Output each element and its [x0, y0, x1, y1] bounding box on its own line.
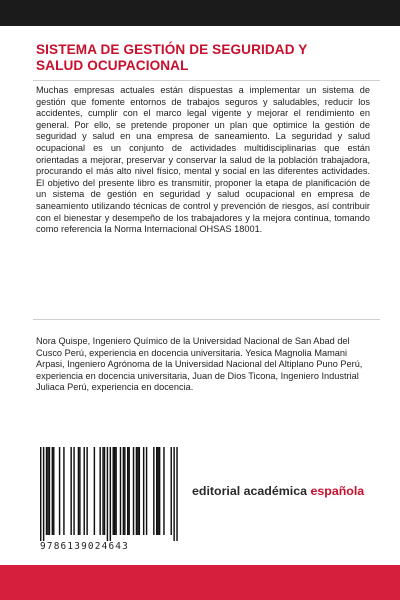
barcode-bar	[133, 447, 134, 535]
barcode-bar	[102, 447, 103, 535]
barcode-bar	[104, 447, 105, 535]
barcode-bar	[128, 447, 129, 535]
barcode-bar	[114, 447, 115, 535]
title-divider	[33, 80, 380, 81]
barcode-bar	[79, 447, 80, 535]
barcode-bar	[143, 447, 144, 535]
barcode-bar	[173, 447, 174, 541]
isbn-barcode	[34, 447, 186, 552]
author-bio: Nora Quispe, Ingeniero Químico de la Universidad Nacional de San Abad del Cusco Perú, experiencia en docencia universitaria. Yesica Magnolia Mamani Arpasi, Ingeniero Agrónoma de la Universidad Nacional del Altiplano Puno Perú, experiencia en docencia universitaria, Juan de Dios Ticona, Ingeniero Industrial Juliaca Perú, experiencia en docencia.	[36, 336, 363, 393]
bottom-color-band	[0, 565, 400, 600]
barcode-bar	[40, 447, 41, 541]
barcode-bar	[120, 447, 121, 535]
barcode-bar	[43, 447, 44, 541]
barcode-bar	[53, 447, 54, 535]
isbn-number: 9786139024643	[40, 541, 129, 552]
barcode-bar	[59, 447, 60, 535]
book-title: SISTEMA DE GESTIÓN DE SEGURIDAD Y SALUD OCUPACIONAL	[36, 42, 308, 73]
barcode-bar	[86, 447, 87, 535]
barcode-bar	[159, 447, 160, 535]
barcode-bar	[156, 447, 157, 535]
barcode-bar	[157, 447, 158, 535]
barcode-bar	[84, 447, 85, 535]
barcode-bar	[49, 447, 50, 535]
barcode-bar	[113, 447, 114, 535]
barcode-bar	[123, 447, 124, 535]
barcode-bar	[110, 447, 111, 541]
section-divider	[33, 319, 380, 320]
barcode-bar	[63, 447, 64, 535]
barcode-bar	[127, 447, 128, 535]
barcode-bar	[146, 447, 147, 535]
publisher-name	[192, 484, 382, 498]
book-abstract: Muchas empresas actuales están dispuestas a implementar un sistema de gestión que fomente entornos de trabajos seguros y saludables, reducir los accidentes, cumplir con el marco legal vigente y mejorar el rendimiento en general. Por ello, se pretende proponer un plan que optimice la gestión de seguridad y salud en una empresa de saneamiento. La seguridad y salud ocupacional es un conjunto de actividades multidisciplinarias que están orientadas a mejorar, preservar y conservar la salud de la población trabajadora, procurando el más alto nivel físico, mental y social en las diferentes actividades. El objetivo del presente libro es transmitir, proponer la etapa de planificación de un sistema de gestión en seguridad y salud ocupacional en empresa de saneamiento utilizando técnicas de control y prevención de riesgos, así contribuir con el bienestar y desempeño de los trabajadores y la mejora continua, tomando como referencia la Norma Internacional OHSAS 18001.	[36, 85, 370, 235]
barcode-bar	[78, 447, 79, 535]
barcode-graphic	[34, 447, 186, 541]
barcode-bar	[73, 447, 74, 535]
barcode-bar	[136, 447, 137, 535]
barcode-bar	[47, 447, 48, 535]
barcode-bar	[137, 447, 138, 535]
publisher-name-main: editorial académica	[192, 484, 311, 498]
barcode-bar	[52, 447, 53, 535]
publisher-name-accent: española	[310, 484, 365, 498]
barcode-bar	[94, 447, 95, 535]
barcode-bar	[115, 447, 116, 535]
barcode-bar	[139, 447, 140, 535]
barcode-bar	[46, 447, 47, 535]
barcode-bar	[107, 447, 108, 541]
barcode-bar	[153, 447, 154, 535]
barcode-bar	[176, 447, 177, 541]
barcode-bar	[124, 447, 125, 535]
top-color-band	[0, 0, 400, 26]
barcode-bar	[99, 447, 100, 535]
barcode-bar	[70, 447, 71, 535]
barcode-bar	[163, 447, 164, 535]
barcode-bar	[171, 447, 172, 535]
